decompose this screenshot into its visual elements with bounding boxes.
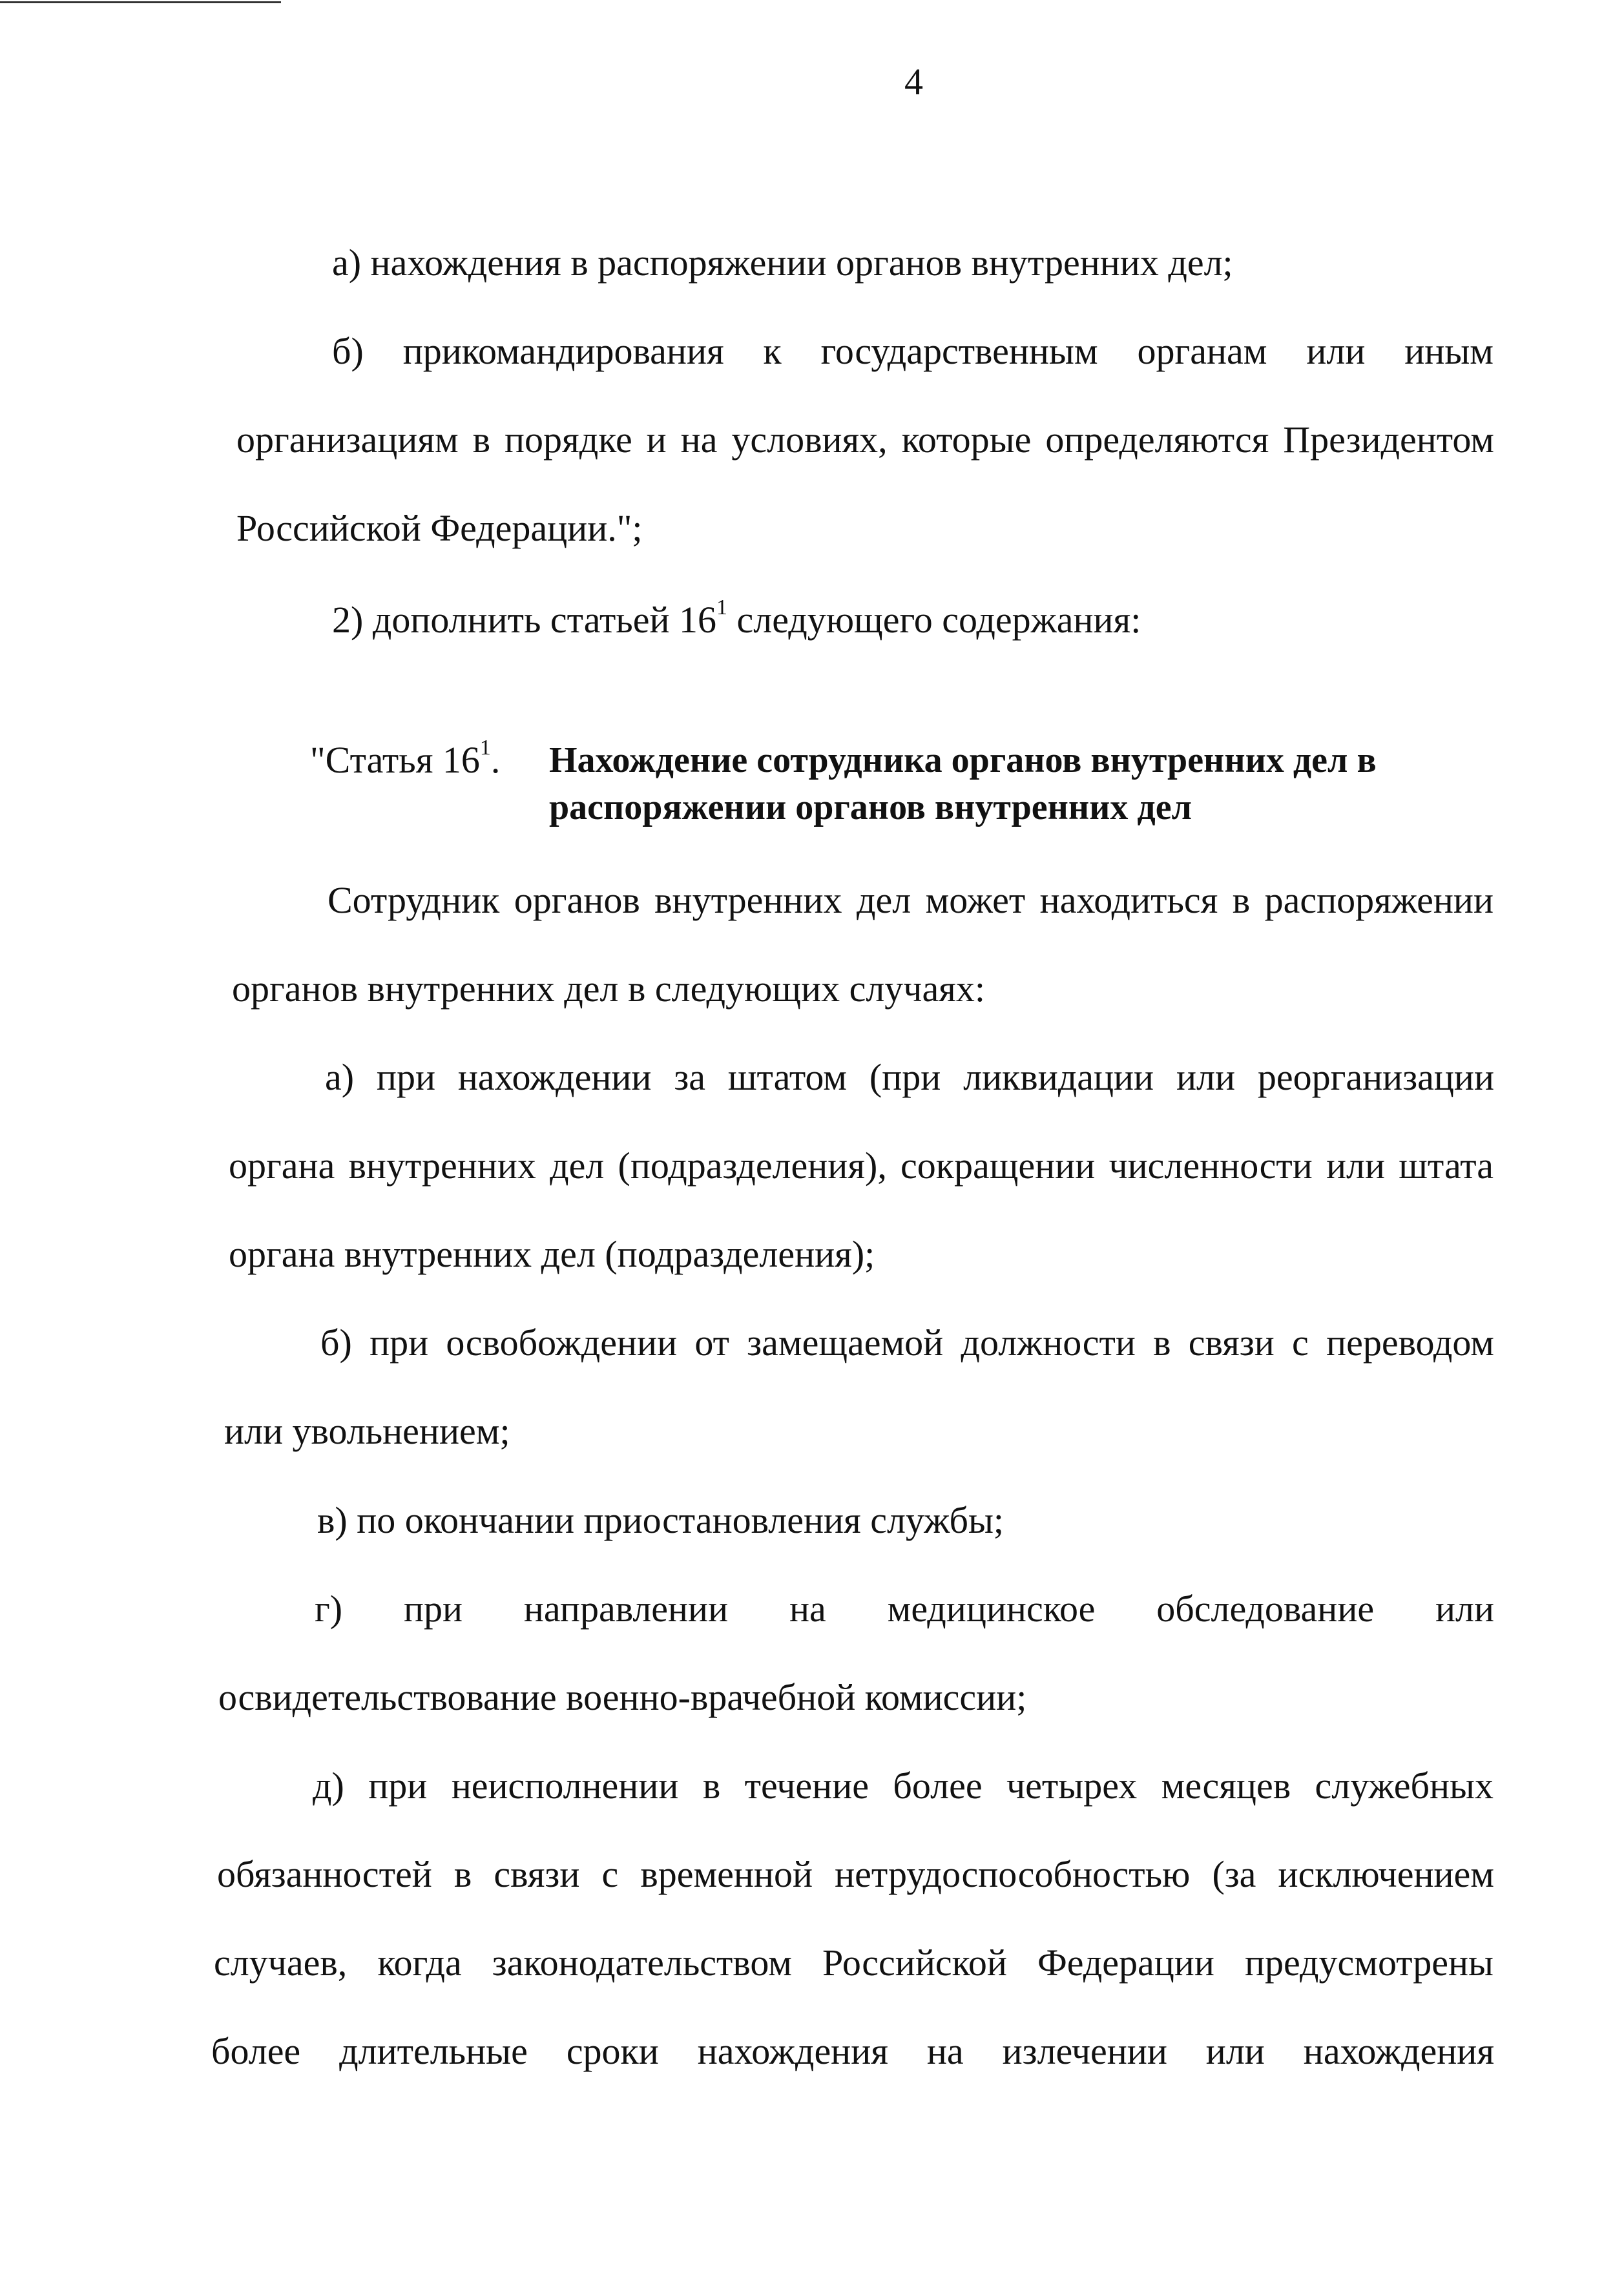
text-line: б) при освобождении от замещаемой должности в связи с переводом: [320, 1322, 1494, 1364]
top-rule: [0, 1, 281, 3]
text-line: б) прикомандирования к государственным органам или иным: [332, 330, 1494, 372]
article-label-text: "Статья 16: [310, 739, 480, 781]
text-line: [332, 597, 1141, 643]
text-line: д) при неисполнении в течение более четырех месяцев служебных: [313, 1765, 1494, 1807]
page-number: 4: [904, 61, 923, 103]
text-line: Сотрудник органов внутренних дел может находиться в распоряжении: [328, 879, 1494, 921]
article-title-line-1: Нахождение сотрудника органов внутренних дел в: [549, 740, 1377, 780]
article-label-dot: .: [490, 739, 501, 781]
text-line: организациям в порядке и на условиях, которые определяются Президентом: [236, 419, 1494, 461]
text-line: обязанностей в связи с временной нетрудоспособностью (за исключением: [217, 1853, 1494, 1895]
text-line: органов внутренних дел в следующих случаях:: [232, 968, 985, 1010]
article-label: [310, 738, 500, 783]
article-title-line-2: распоряжении органов внутренних дел: [549, 787, 1192, 827]
text-line: Российской Федерации.";: [236, 507, 643, 549]
text-line: органа внутренних дел (подразделения), сокращении численности или штата: [229, 1145, 1494, 1187]
text-line: случаев, когда законодательством Российской Федерации предусмотрены: [214, 1942, 1494, 1984]
text-line: в) по окончании приостановления службы;: [317, 1499, 1005, 1541]
text-line: органа внутренних дел (подразделения);: [229, 1233, 875, 1275]
superscript: 1: [716, 596, 728, 619]
text-span: 2) дополнить статьей 16: [332, 599, 717, 641]
text-line: освидетельствование военно-врачебной комиссии;: [218, 1676, 1027, 1718]
article-label-superscript: 1: [479, 736, 491, 760]
text-line: более длительные сроки нахождения на излечении или нахождения: [211, 2030, 1494, 2072]
text-line: г) при направлении на медицинское обследование или: [315, 1588, 1494, 1630]
text-span: следующего содержания:: [727, 599, 1141, 641]
text-line: а) при нахождении за штатом (при ликвидации или реорганизации: [325, 1056, 1494, 1098]
text-line: или увольнением;: [224, 1410, 510, 1452]
text-line: а) нахождения в распоряжении органов внутренних дел;: [332, 242, 1233, 284]
